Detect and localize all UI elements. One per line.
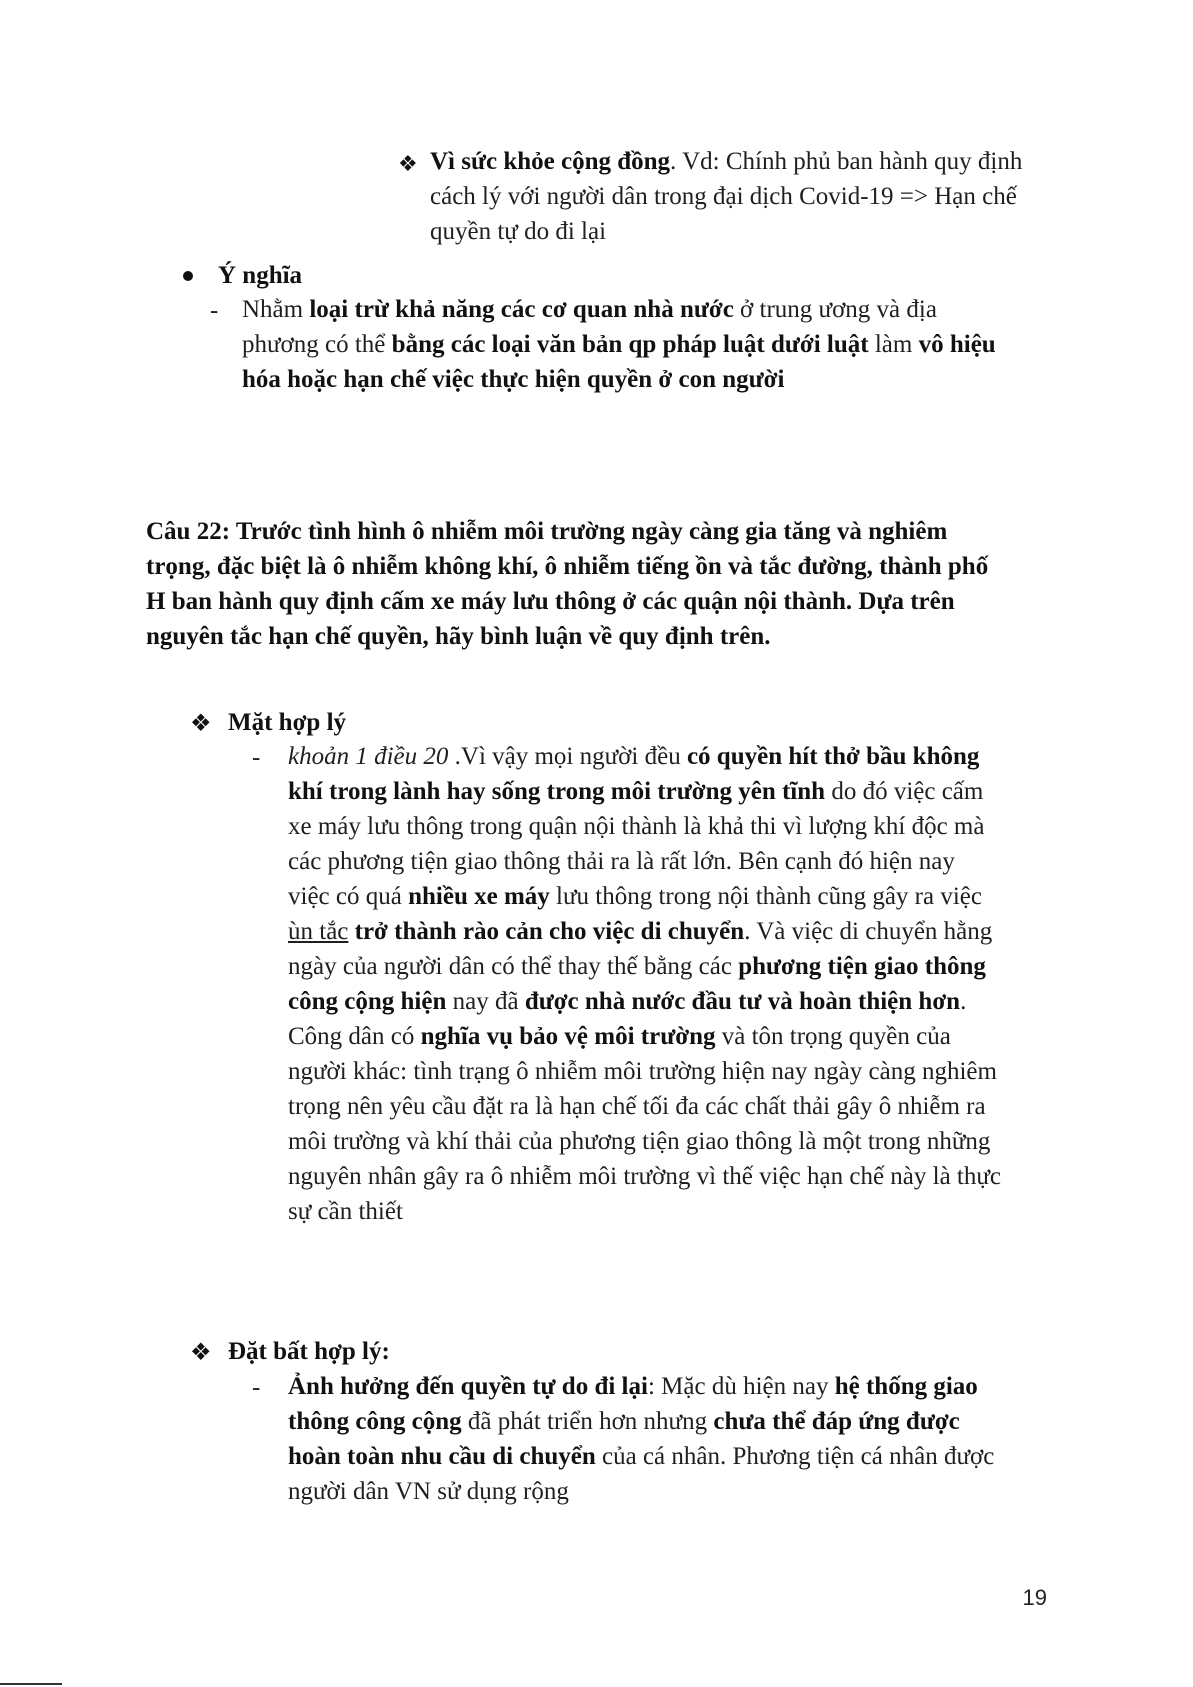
italic-run: khoản 1 điều 20 — [288, 743, 449, 770]
bold-run: trở thành rào cản cho việc di chuyển — [354, 918, 745, 945]
diamond-bullet-icon: ❖ — [190, 1340, 212, 1366]
bold-run: có quyền hít thở bầu không khí trong lành hay sống trong môi trường yên tĩnh — [288, 743, 980, 805]
text-run: . Công dân có — [288, 988, 967, 1050]
bold-run: loại trừ khả năng các cơ quan nhà nước — [309, 296, 734, 323]
question-heading: Câu 22: Trước tình hình ô nhiễm môi trường ngày càng gia tăng và nghiêm trọng, đặc biệt là ô nhiễm không khí, ô nhiễm tiếng ồn và tắc đường, thành phố H ban hành quy định cấm xe máy lưu thông ở các quận nội thành. Dựa trên nguyên tắc hạn chế quyền, hãy bình luận về quy định trên. — [146, 518, 989, 650]
text-run: của cá nhân. Phương tiện cá nhân được người dân VN sử dụng rộng — [288, 1443, 995, 1505]
text-run: : Mặc dù hiện nay — [647, 1373, 835, 1400]
health-item-bold: Vì sức khỏe cộng đồng — [430, 148, 671, 175]
mat-hop-ly-paragraph — [288, 739, 1002, 1229]
text-run: . Và việc di chuyển hằng ngày của người dân có thể thay thế bằng các — [288, 918, 993, 980]
dat-bat-hop-ly-heading: Đặt bất hợp lý: — [228, 1338, 390, 1365]
text-run: đã phát triển hơn nhưng — [461, 1408, 714, 1435]
text-run: lưu thông trong nội thành cũng gây ra việc — [549, 883, 982, 910]
footer-divider — [0, 1683, 62, 1685]
y-nghia-paragraph — [242, 292, 998, 397]
health-item-text: . Vd: Chính phủ ban hành quy định cách lý với người dân trong đại dịch Covid-19 => Hạn chế quyền tự do đi lại — [430, 148, 1023, 245]
dash-bullet-icon: - — [210, 297, 219, 324]
mat-hop-ly-heading: Mặt hợp lý — [228, 709, 347, 736]
text-run: nay đã — [446, 988, 525, 1015]
text-run: và tôn trọng quyền của người khác: tình trạng ô nhiễm môi trường hiện nay ngày càng nghiêm trọng nên yêu cầu đặt ra là hạn chế tối đa các chất thải gây ô nhiễm ra môi trường và khí thải của phương tiện giao thông là một trong những nguyên nhân gây ra ô nhiễm môi trường vì thế việc hạn chế này là thực sự cần thiết — [288, 1023, 1002, 1225]
text-run: làm — [868, 331, 919, 358]
diamond-bullet-icon: ❖ — [398, 151, 418, 176]
health-item — [430, 144, 1060, 249]
text-run: .Vì vậy mọi người đều — [448, 743, 687, 770]
page-number: 19 — [1022, 1585, 1047, 1610]
text-run: ở trung ương và địa phương có thể — [242, 296, 937, 358]
bold-run: phương tiện giao thông công cộng hiện — [288, 953, 986, 1015]
bold-run: bằng các loại văn bản qp pháp luật dưới luật — [391, 331, 869, 358]
y-nghia-heading: Ý nghĩa — [218, 262, 303, 289]
text-run: do đó việc cấm xe máy lưu thông trong quận nội thành là khả thi vì lượng khí độc mà các phương tiện giao thông thải ra là rất lớn. Bên cạnh đó hiện nay việc có quá — [288, 778, 985, 910]
bold-run: vô hiệu hóa hoặc hạn chế việc thực hiện quyền ở con người — [242, 331, 996, 393]
bold-run: được nhà nước đầu tư và hoàn thiện hơn — [524, 988, 961, 1015]
dash-bullet-icon: - — [252, 1374, 261, 1401]
diamond-bullet-icon: ❖ — [190, 711, 212, 737]
underline-run: ùn tắc — [288, 918, 349, 945]
dash-bullet-icon: - — [252, 744, 261, 771]
bold-run: nhiều xe máy — [408, 883, 550, 910]
bold-run: hệ thống giao thông công cộng — [288, 1373, 978, 1435]
bold-run: Ảnh hưởng đến quyền tự do đi lại — [288, 1373, 648, 1400]
bold-run: chưa thể đáp ứng được hoàn toàn nhu cầu di chuyển — [288, 1408, 960, 1470]
text-run: Nhằm — [242, 296, 310, 323]
dat-bat-hop-ly-paragraph — [288, 1369, 1002, 1509]
bold-run: nghĩa vụ bảo vệ môi trường — [420, 1023, 716, 1050]
round-bullet-icon — [183, 271, 193, 281]
